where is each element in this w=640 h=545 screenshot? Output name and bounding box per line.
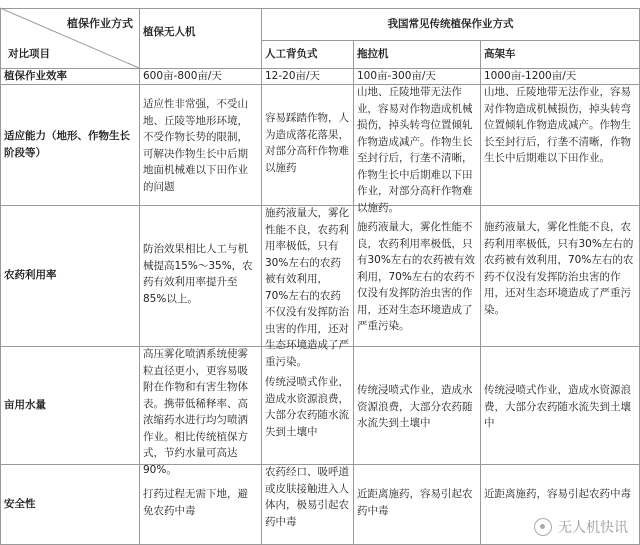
cell-safety-highrack: 近距离施药，容易引起农药中毒 xyxy=(484,488,631,500)
cell-adaptability-drone: 适应性非常强，不受山地、丘陵等地形环境，不受作物长势的限制，可解决作物生长中后期地面机械难以下田作业的问题 xyxy=(143,98,248,193)
cell-efficiency-drone: 600亩-800亩/天 xyxy=(143,70,222,82)
header-corner xyxy=(0,8,139,68)
cell-safety-manual: 农药经口、吸呼道或皮肤接触进入人体内，极易引起农药中毒 xyxy=(265,466,349,528)
header-manual: 人工背负式 xyxy=(265,48,318,60)
cell-safety-tractor: 近距离施药，容易引起农药中毒 xyxy=(357,488,473,517)
header-traditional-group: 我国常见传统植保作业方式 xyxy=(387,18,514,30)
corner-top-label: 植保作业方式 xyxy=(67,17,133,30)
row-label-efficiency: 植保作业效率 xyxy=(4,69,67,82)
cell-adaptability-manual: 容易踩踏作物，人为造成落花落果，对部分高秆作物难以施药 xyxy=(265,112,349,174)
watermark xyxy=(534,517,628,537)
header-highrack: 高架车 xyxy=(484,48,516,60)
cell-pesticide-manual: 施药液量大，雾化性能不良，农药利用率极低，只有30%左右的农药被有效利用，70%左右的农药不仅没有发挥防治虫害的作用，还对生态环境造成了严重污染。 xyxy=(265,207,349,368)
cell-pesticide-tractor: 施药液量大，雾化性能不良，农药利用率极低，只有30%左右的农药被有效利用，70%左右的农药不仅没有发挥防治虫害的作用，还对生态环境造成了严重污染。 xyxy=(357,221,475,332)
cell-adaptability-tractor: 山地、丘陵地带无法作业，容易对作物造成机械损伤，掉头转弯位置倾轧作物造成减产。作物生长至封行后，行垄不清晰，作物生长中后期难以下田作业，对部分高秆作物难以施药。 xyxy=(357,86,473,214)
cell-water-highrack: 传统浸喷式作业，造成水资源浪费，大部分农药随水流失到土壤中 xyxy=(484,384,631,429)
cell-water-tractor: 传统浸喷式作业，造成水资源浪费，大部分农药随水流失到土壤中 xyxy=(357,384,473,429)
cell-pesticide-highrack: 施药液量大，雾化性能不良，农药利用率极低，只有30%左右的农药被有效利用，70%左右的农药不仅没有发挥防治虫害的作用，还对生态环境造成了严重污染。 xyxy=(484,221,634,316)
cell-pesticide-drone: 防治效果相比人工与机械提高15%～35%，农药有效利用率提升至85%以上。 xyxy=(143,243,253,305)
cell-water-drone: 高压雾化喷洒系统使雾粒直径更小，更容易吸附在作物和有害生物体表。携带低稀释率、高浓缩药水进行均匀喷洒作业。相比传统植保方式，节约水量可高达90%。 xyxy=(143,348,248,476)
header-drone: 植保无人机 xyxy=(143,26,196,38)
row-label-safety: 安全性 xyxy=(4,497,36,510)
header-tractor: 拖拉机 xyxy=(357,48,389,60)
cell-efficiency-tractor: 100亩-300亩/天 xyxy=(357,70,436,82)
watermark-text: 无人机快讯 xyxy=(558,520,628,536)
row-label-water: 亩用水量 xyxy=(4,398,46,411)
cell-efficiency-manual: 12-20亩/天 xyxy=(265,70,321,82)
row-label-adaptability: 适应能力（地形、作物生长阶段等） xyxy=(4,130,130,159)
wechat-icon xyxy=(534,518,552,536)
cell-water-manual: 传统浸喷式作业，造成水资源浪费，大部分农药随水流失到土壤中 xyxy=(265,376,349,438)
cell-adaptability-highrack: 山地、丘陵地带无法作业，容易对作物造成机械损伤，掉头转弯位置倾轧作物造成减产。作物生长至封行后，行垄不清晰，作物生长中后期难以下田作业。 xyxy=(484,86,631,164)
cell-safety-drone: 打药过程无需下地，避免农药中毒 xyxy=(143,488,248,517)
row-label-pesticide: 农药利用率 xyxy=(4,269,57,282)
corner-bottom-label: 对比项目 xyxy=(8,47,50,60)
cell-efficiency-highrack: 1000亩-1200亩/天 xyxy=(484,70,577,82)
